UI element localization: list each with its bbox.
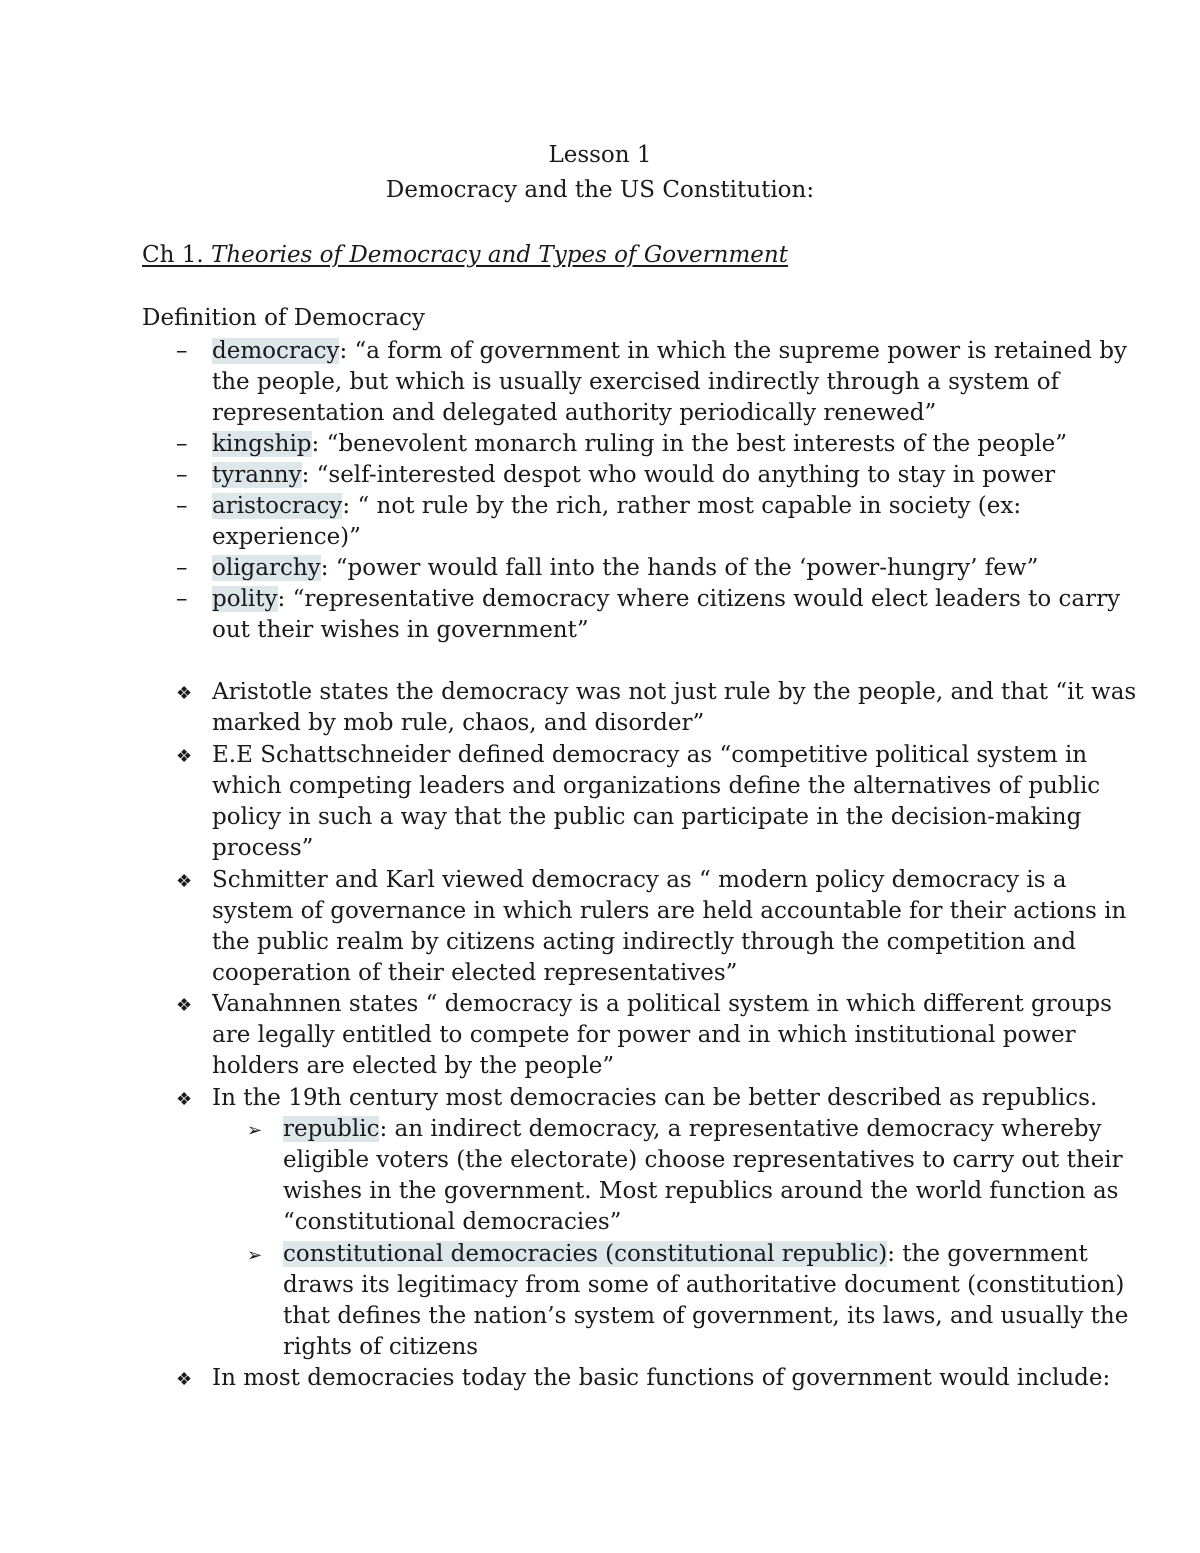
highlighted-term: republic xyxy=(283,1116,380,1142)
definition-text: : “power would fall into the hands of the ‘power-hungry’ few” xyxy=(320,555,1039,581)
dash-marker: – xyxy=(176,586,188,612)
highlighted-term: aristocracy xyxy=(212,493,343,519)
arrow-bullet-icon: ➢ xyxy=(247,1120,263,1141)
bullet-text: Aristotle states the democracy was not just rule by the people, and that “it was xyxy=(212,679,1137,705)
highlighted-term: democracy xyxy=(212,338,340,364)
sub-bullet-text: draws its legitimacy from some of authoritative document (constitution) xyxy=(283,1272,1125,1298)
diamond-bullet-icon: ❖ xyxy=(176,871,193,892)
highlighted-term: tyranny xyxy=(212,462,302,488)
definition-text: : “ not rule by the rich, rather most capable in society (ex: xyxy=(342,493,1022,519)
bullet-item xyxy=(176,677,1137,739)
chapter-title: Theories of Democracy and Types of Government xyxy=(210,242,788,268)
sub-bullet-text: wishes in the government. Most republics around the world function as xyxy=(283,1178,1119,1204)
bullet-text: system of governance in which rulers are held accountable for their actions in xyxy=(212,898,1127,924)
definition-item xyxy=(176,336,1127,429)
bullet-text: are legally entitled to compete for power and in which institutional power xyxy=(212,1022,1076,1048)
arrow-bullet-icon: ➢ xyxy=(247,1245,263,1266)
bullet-text: In most democracies today the basic functions of government would include: xyxy=(212,1365,1111,1391)
definition-item xyxy=(176,429,1068,460)
sub-bullet-item xyxy=(247,1114,1123,1238)
chapter-number: Ch 1. xyxy=(142,242,204,268)
bullet-item xyxy=(176,1363,1111,1394)
diamond-bullet-icon: ❖ xyxy=(176,1089,193,1110)
diamond-bullet-icon: ❖ xyxy=(176,746,193,767)
sub-bullet-text: : an indirect democracy, a representative democracy whereby xyxy=(379,1116,1102,1142)
sub-bullet-text: “constitutional democracies” xyxy=(283,1209,622,1235)
definition-item xyxy=(176,460,1056,491)
diamond-bullet-icon: ❖ xyxy=(176,995,193,1016)
bullet-text: E.E Schattschneider defined democracy as “competitive political system in xyxy=(212,742,1088,768)
dash-marker: – xyxy=(176,431,188,457)
highlighted-term: constitutional democracies (constitutional republic) xyxy=(283,1241,888,1267)
definition-text: out their wishes in government” xyxy=(212,617,589,643)
definition-item xyxy=(176,584,1121,646)
highlighted-term: oligarchy xyxy=(212,555,321,581)
bullet-text: policy in such a way that the public can participate in the decision-making xyxy=(212,804,1082,830)
sub-bullet-text: : the government xyxy=(887,1241,1088,1267)
bullet-item xyxy=(176,865,1127,989)
chapter-heading xyxy=(142,240,788,270)
dash-marker: – xyxy=(176,338,188,364)
bullet-text: holders are elected by the people” xyxy=(212,1053,615,1079)
definition-text: : “a form of government in which the supreme power is retained by xyxy=(339,338,1127,364)
highlighted-term: polity xyxy=(212,586,278,612)
lesson-title: Lesson 1 xyxy=(548,142,652,168)
definition-item xyxy=(176,491,1022,553)
bullet-text: In the 19th century most democracies can be better described as republics. xyxy=(212,1085,1098,1111)
bullet-text: the public realm by citizens acting indirectly through the competition and xyxy=(212,929,1076,955)
bullet-item xyxy=(176,740,1101,864)
definition-item xyxy=(176,553,1039,584)
sub-bullet-text: that defines the nation’s system of government, its laws, and usually the xyxy=(283,1303,1129,1329)
dash-marker: – xyxy=(176,493,188,519)
bullet-text: Vanahnnen states “ democracy is a political system in which different groups xyxy=(212,991,1112,1017)
bullet-text: process” xyxy=(212,835,314,861)
bullet-item xyxy=(176,1083,1098,1114)
definition-text: experience)” xyxy=(212,524,361,550)
definition-text: the people, but which is usually exercised indirectly through a system of xyxy=(212,369,1060,395)
dash-marker: – xyxy=(176,555,188,581)
bullet-text: marked by mob rule, chaos, and disorder” xyxy=(212,710,705,736)
sub-bullet-text: eligible voters (the electorate) choose representatives to carry out their xyxy=(283,1147,1123,1173)
section-heading: Definition of Democracy xyxy=(142,305,425,331)
dash-marker: – xyxy=(176,462,188,488)
definition-text: : “representative democracy where citizens would elect leaders to carry xyxy=(277,586,1121,612)
sub-bullet-item xyxy=(247,1239,1129,1363)
bullet-text: Schmitter and Karl viewed democracy as “ modern policy democracy is a xyxy=(212,867,1067,893)
bullet-text: which competing leaders and organizations define the alternatives of public xyxy=(212,773,1101,799)
definition-text: : “benevolent monarch ruling in the best interests of the people” xyxy=(311,431,1068,457)
sub-bullet-text: rights of citizens xyxy=(283,1334,479,1360)
diamond-bullet-icon: ❖ xyxy=(176,683,193,704)
highlighted-term: kingship xyxy=(212,431,312,457)
bullet-text: cooperation of their elected representatives” xyxy=(212,960,738,986)
definition-text: : “self-interested despot who would do anything to stay in power xyxy=(301,462,1056,488)
diamond-bullet-icon: ❖ xyxy=(176,1369,193,1390)
definition-text: representation and delegated authority periodically renewed” xyxy=(212,400,937,426)
bullet-item xyxy=(176,989,1112,1082)
lesson-subtitle: Democracy and the US Constitution: xyxy=(385,177,815,203)
